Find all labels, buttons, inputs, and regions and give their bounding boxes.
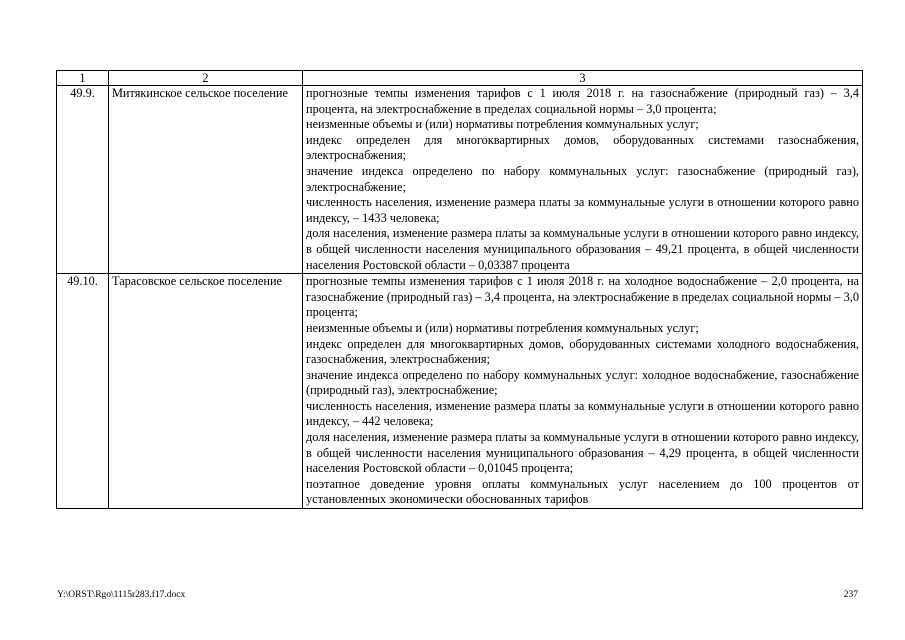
description-paragraph: поэтапное доведение уровня оплаты коммунальных услуг населением до 100 процентов от установленных экономически обоснованных тарифов [306, 476, 859, 507]
description-paragraph: неизменные объемы и (или) нормативы потребления коммунальных услуг; [306, 117, 699, 132]
row-description [303, 86, 863, 274]
table-header-row [57, 71, 863, 86]
description-paragraph: значение индекса определено по набору коммунальных услуг: холодное водоснабжение, газоснабжение (природный газ), электроснабжение; [306, 367, 859, 398]
description-paragraph: численность населения, изменение размера платы за коммунальные услуги в отношении которого равно индексу, – 442 человека; [306, 398, 859, 429]
description-paragraph: прогнозные темпы изменения тарифов с 1 июля 2018 г. на холодное водоснабжение – 2,0 процента, на газоснабжение (природный газ) – 3,4 процента, на электроснабжение в пределах социальной нормы – 3,0 процента; [306, 274, 859, 320]
row-description [303, 274, 863, 509]
header-col-2: 2 [109, 71, 303, 86]
settlement-name: Митякинское сельское поселение [109, 86, 303, 274]
row-number: 49.10. [57, 274, 109, 509]
description-paragraph: численность населения, изменение размера платы за коммунальные услуги в отношении которого равно индексу, – 1433 человека; [306, 195, 859, 225]
description-paragraph: прогнозные темпы изменения тарифов с 1 июля 2018 г. на газоснабжение (природный газ) – 3,4 процента, на электроснабжение в пределах социальной нормы – 3,0 процента; [306, 86, 859, 116]
description-paragraph: доля населения, изменение размера платы за коммунальные услуги в отношении которого равно индексу, в общей численности населения муниципального образования – 49,21 процента, в общей численности населения Ростовской области – 0,03387 процента [306, 226, 859, 272]
description-paragraph: неизменные объемы и (или) нормативы потребления коммунальных услуг; [306, 320, 699, 335]
file-path-footer: Y:\ORST\Rgo\1115r283.f17.docx [57, 590, 186, 600]
description-paragraph: индекс определен для многоквартирных домов, оборудованных системами газоснабжения, электроснабжения; [306, 132, 859, 163]
table-row [57, 86, 863, 274]
header-col-1: 1 [57, 71, 109, 86]
description-paragraph: индекс определен для многоквартирных домов, оборудованных системами холодного водоснабжения, газоснабжения, электроснабжения; [306, 336, 859, 367]
tariff-index-table [56, 70, 863, 509]
page-number: 237 [843, 590, 858, 600]
row-number: 49.9. [57, 86, 109, 274]
header-col-3: 3 [303, 71, 863, 86]
table-row [57, 274, 863, 509]
settlement-name: Тарасовское сельское поселение [109, 274, 303, 509]
description-paragraph: доля населения, изменение размера платы за коммунальные услуги в отношении которого равно индексу, в общей численности населения муниципального образования – 4,29 процента, в общей численности населения Ростовской области – 0,01045 процента; [306, 430, 859, 476]
description-paragraph: значение индекса определено по набору коммунальных услуг: газоснабжение (природный газ), электроснабжение; [306, 163, 859, 194]
